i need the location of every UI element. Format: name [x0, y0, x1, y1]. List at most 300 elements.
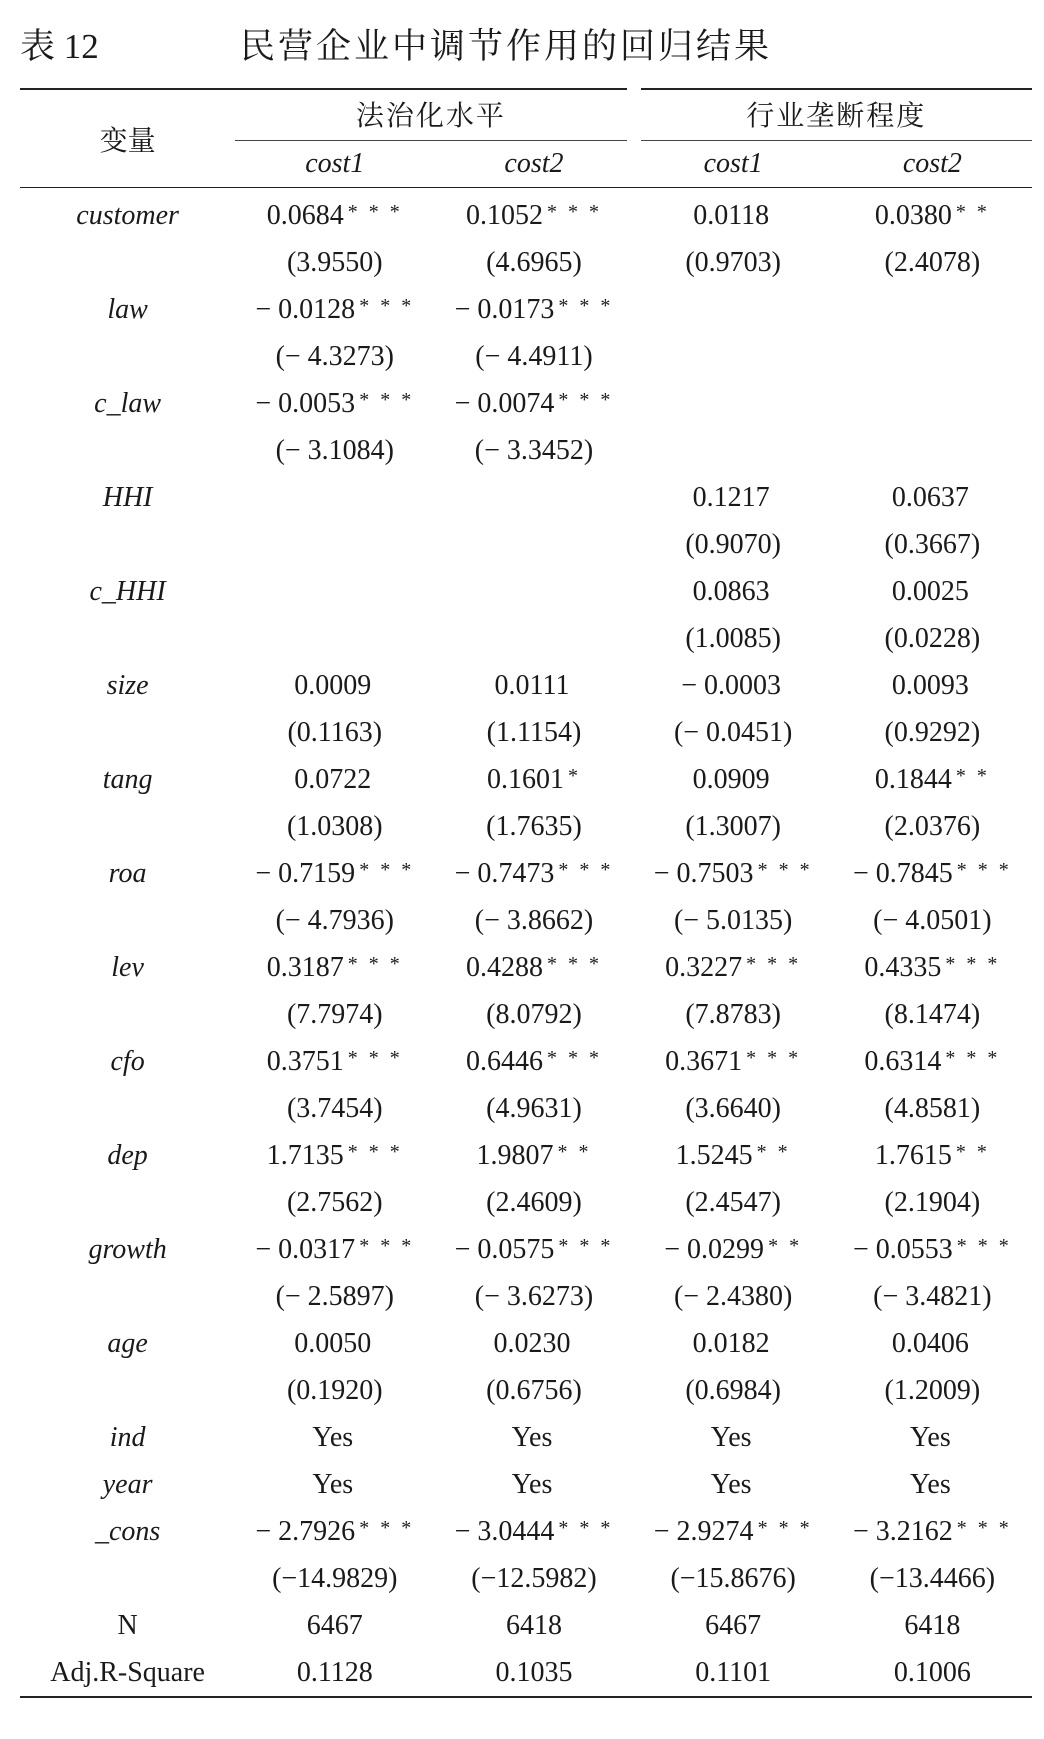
variable-name: tang — [102, 763, 153, 795]
t-stat-cell: (2.4609) — [486, 1186, 582, 1218]
significance-stars: * * * — [945, 952, 1001, 975]
significance-stars: * * * — [347, 952, 403, 975]
significance-stars — [532, 483, 536, 505]
coefficient-cell — [434, 662, 633, 709]
table-title: 民营企业中调节作用的回归结果 — [240, 27, 773, 66]
coefficient-cell — [833, 380, 1032, 427]
significance-stars: * * * — [558, 294, 614, 317]
blank-cell — [20, 1367, 235, 1414]
coefficient-value: − 0.7159 — [255, 857, 356, 889]
t-stat-cell: (− 0.0451) — [673, 716, 793, 748]
coefficient-value: Yes — [312, 1421, 354, 1453]
coefficient-cell — [434, 1461, 633, 1508]
summary-value: 0.1101 — [695, 1656, 772, 1688]
coefficient-cell — [833, 474, 1032, 521]
t-stat-cell: (0.6984) — [685, 1374, 781, 1406]
variable-header: 变量 — [20, 89, 235, 188]
table-row — [20, 662, 1032, 709]
significance-stars: * * * — [546, 952, 602, 975]
table-row — [20, 568, 1032, 615]
t-stat-cell: (3.7454) — [286, 1092, 383, 1124]
coefficient-value: Yes — [910, 1468, 951, 1500]
t-stat-cell: (− 3.4821) — [873, 1280, 992, 1312]
t-stat-cell: (0.9703) — [685, 246, 781, 278]
table-row — [20, 188, 1032, 240]
significance-stars — [371, 765, 375, 787]
significance-stars — [770, 483, 774, 505]
variable-name: dep — [107, 1139, 148, 1171]
t-stat-row — [20, 1179, 1032, 1226]
coefficient-cell — [434, 568, 633, 615]
blank-cell — [20, 615, 235, 662]
t-stat-cell: (4.8581) — [884, 1092, 981, 1124]
coefficient-cell — [833, 1038, 1032, 1085]
coefficient-value: − 0.7503 — [653, 857, 754, 889]
coefficient-value: 0.6446 — [465, 1045, 543, 1077]
coefficient-value: 0.0406 — [891, 1327, 969, 1359]
significance-stars — [770, 765, 774, 787]
coefficient-value: 1.5245 — [675, 1139, 753, 1171]
significance-stars — [731, 295, 735, 317]
coefficient-cell — [235, 1038, 434, 1085]
coefficient-cell — [434, 1226, 633, 1273]
t-stat-cell: (−13.4466) — [869, 1562, 996, 1594]
blank-cell — [20, 803, 235, 850]
coefficient-cell — [434, 286, 633, 333]
coefficient-cell — [833, 1461, 1032, 1508]
coefficient-cell — [235, 1461, 434, 1508]
significance-stars: * * — [756, 1140, 791, 1163]
coefficient-cell — [634, 188, 833, 240]
t-stat-cell: (0.1163) — [287, 716, 383, 748]
coefficient-cell — [235, 380, 434, 427]
table-row — [20, 474, 1032, 521]
coefficient-value: 1.9807 — [476, 1139, 554, 1171]
t-stat-cell: (− 3.3452) — [474, 434, 594, 466]
coefficient-value: − 0.7473 — [454, 857, 555, 889]
coefficient-cell — [235, 286, 434, 333]
column-header: cost2 — [504, 148, 564, 179]
group-header-law: 法治化水平 — [235, 89, 633, 141]
significance-stars: * * * — [746, 952, 802, 975]
t-stat-cell: (7.7974) — [286, 998, 383, 1030]
coefficient-cell — [235, 188, 434, 240]
significance-stars: * * * — [359, 1516, 415, 1539]
t-stat-row — [20, 991, 1032, 1038]
summary-value: 0.1035 — [495, 1656, 573, 1688]
coefficient-value: − 2.9274 — [653, 1515, 754, 1547]
summary-row — [20, 1602, 1032, 1649]
coefficient-cell — [434, 1038, 633, 1085]
significance-stars — [532, 577, 536, 599]
variable-name: customer — [76, 199, 179, 231]
coefficient-value: 0.4335 — [864, 951, 942, 983]
coefficient-cell — [833, 850, 1032, 897]
coefficient-cell — [235, 1414, 434, 1461]
significance-stars — [731, 389, 735, 411]
t-stat-cell: (7.8783) — [685, 998, 781, 1030]
significance-stars: * * * — [558, 388, 614, 411]
coefficient-cell — [235, 1226, 434, 1273]
t-stat-row — [20, 427, 1032, 474]
coefficient-cell — [235, 1320, 434, 1367]
blank-cell — [20, 1085, 235, 1132]
t-stat-cell: (2.4547) — [685, 1186, 781, 1218]
blank-cell — [20, 521, 235, 568]
significance-stars — [930, 389, 934, 411]
coefficient-value: 0.0863 — [692, 575, 770, 607]
t-stat-cell: (−14.9829) — [272, 1562, 398, 1594]
coefficient-cell — [833, 1132, 1032, 1179]
significance-stars: * — [567, 764, 581, 787]
coefficient-cell — [634, 1320, 833, 1367]
significance-stars — [969, 671, 973, 693]
coefficient-cell — [434, 1508, 633, 1555]
t-stat-cell: (− 4.0501) — [873, 904, 992, 936]
significance-stars — [353, 1470, 357, 1492]
t-stat-cell: (− 3.8662) — [474, 904, 594, 936]
significance-stars — [333, 483, 337, 505]
t-stat-cell: (4.9631) — [486, 1092, 582, 1124]
coefficient-value: − 0.0074 — [454, 387, 555, 419]
coefficient-value: 0.0111 — [494, 669, 570, 701]
summary-value: 6418 — [505, 1609, 562, 1641]
table-caption — [20, 14, 772, 74]
coefficient-value: 0.1844 — [874, 763, 952, 795]
significance-stars — [353, 1423, 357, 1445]
summary-value: 6418 — [904, 1609, 961, 1641]
t-stat-cell — [634, 333, 833, 380]
t-stat-row — [20, 239, 1032, 286]
t-stat-cell: (2.4078) — [884, 246, 981, 278]
coefficient-cell — [634, 850, 833, 897]
t-stat-row — [20, 1273, 1032, 1320]
significance-stars: * * * — [359, 1234, 415, 1257]
significance-stars — [752, 1423, 756, 1445]
t-stat-cell: (8.1474) — [884, 998, 981, 1030]
summary-value: 0.1006 — [893, 1656, 971, 1688]
coefficient-value: − 0.0053 — [255, 387, 356, 419]
variable-name: growth — [88, 1233, 167, 1265]
significance-stars: * * * — [757, 858, 813, 881]
coefficient-value: 1.7615 — [874, 1139, 952, 1171]
variable-name: roa — [108, 857, 147, 889]
significance-stars — [770, 577, 774, 599]
coefficient-cell — [634, 1414, 833, 1461]
t-stat-row — [20, 615, 1032, 662]
t-stat-cell: (0.9070) — [685, 528, 781, 560]
coefficient-value: Yes — [511, 1468, 553, 1500]
coefficient-cell — [634, 1132, 833, 1179]
t-stat-cell: (−15.8676) — [670, 1562, 796, 1594]
coefficient-cell — [634, 1226, 833, 1273]
t-stat-cell: (1.3007) — [685, 810, 781, 842]
variable-name: HHI — [102, 481, 153, 513]
significance-stars — [969, 1329, 973, 1351]
coefficient-cell — [434, 474, 633, 521]
coefficient-cell — [634, 1038, 833, 1085]
t-stat-row — [20, 521, 1032, 568]
coefficient-value: 0.1601 — [486, 763, 564, 795]
coefficient-cell — [634, 474, 833, 521]
t-stat-row — [20, 1367, 1032, 1414]
table-row — [20, 756, 1032, 803]
coefficient-value: Yes — [511, 1421, 553, 1453]
t-stat-cell: (1.0085) — [685, 622, 781, 654]
blank-cell — [20, 427, 235, 474]
coefficient-value: 0.4288 — [465, 951, 543, 983]
significance-stars — [752, 1470, 756, 1492]
significance-stars: * * * — [558, 1516, 614, 1539]
t-stat-cell: (− 3.1084) — [275, 434, 395, 466]
t-stat-cell: (0.6756) — [486, 1374, 582, 1406]
coefficient-cell — [235, 1132, 434, 1179]
coefficient-value: 0.0380 — [874, 199, 952, 231]
coefficient-cell — [833, 756, 1032, 803]
coefficient-value: − 0.0575 — [454, 1233, 555, 1265]
significance-stars: * * * — [347, 200, 403, 223]
t-stat-row — [20, 803, 1032, 850]
coefficient-cell — [634, 568, 833, 615]
variable-name: _cons — [94, 1515, 161, 1547]
summary-label: Adj.R-Square — [50, 1656, 205, 1688]
coefficient-cell — [235, 944, 434, 991]
regression-table — [20, 88, 1032, 1698]
coefficient-cell — [434, 756, 633, 803]
coefficient-cell — [235, 662, 434, 709]
t-stat-cell: (0.9292) — [884, 716, 981, 748]
significance-stars: * * * — [347, 1046, 403, 1069]
summary-value: 0.1128 — [296, 1656, 373, 1688]
t-stat-cell: (0.0228) — [884, 622, 981, 654]
coefficient-cell — [434, 188, 633, 240]
coefficient-cell — [833, 286, 1032, 333]
significance-stars: * * — [955, 1140, 990, 1163]
summary-label: N — [117, 1609, 138, 1641]
t-stat-cell: (− 2.5897) — [275, 1280, 395, 1312]
variable-name: year — [102, 1468, 153, 1500]
significance-stars: * * * — [956, 1234, 1012, 1257]
table-row — [20, 1132, 1032, 1179]
coefficient-value: 0.3671 — [665, 1045, 743, 1077]
column-header: cost2 — [902, 148, 962, 179]
coefficient-value: 0.3751 — [266, 1045, 344, 1077]
t-stat-cell: (− 3.6273) — [474, 1280, 594, 1312]
table-row — [20, 1320, 1032, 1367]
coefficient-cell — [833, 188, 1032, 240]
significance-stars: * * * — [757, 1516, 813, 1539]
significance-stars: * * — [955, 764, 990, 787]
blank-cell — [20, 1555, 235, 1602]
t-stat-cell: (2.1904) — [884, 1186, 981, 1218]
t-stat-cell: (3.9550) — [286, 246, 383, 278]
significance-stars — [951, 1423, 955, 1445]
coefficient-value: Yes — [910, 1421, 951, 1453]
significance-stars — [781, 671, 785, 693]
coefficient-cell — [235, 1508, 434, 1555]
coefficient-value: 0.3187 — [266, 951, 344, 983]
significance-stars — [769, 201, 773, 223]
column-header: cost1 — [703, 148, 763, 179]
significance-stars — [569, 671, 573, 693]
significance-stars — [371, 1329, 375, 1351]
coefficient-cell — [235, 474, 434, 521]
coefficient-value: − 0.0317 — [255, 1233, 356, 1265]
t-stat-cell: (2.7562) — [286, 1186, 383, 1218]
coefficient-value: − 2.7926 — [255, 1515, 356, 1547]
summary-row — [20, 1649, 1032, 1697]
t-stat-cell: (8.0792) — [486, 998, 582, 1030]
coefficient-value: 0.0684 — [266, 199, 344, 231]
table-row — [20, 944, 1032, 991]
coefficient-cell — [434, 380, 633, 427]
coefficient-value: − 0.0003 — [681, 669, 782, 701]
t-stat-row — [20, 333, 1032, 380]
significance-stars — [969, 577, 973, 599]
coefficient-value: 0.6314 — [864, 1045, 942, 1077]
table-row — [20, 1038, 1032, 1085]
coefficient-value: 0.0230 — [493, 1327, 571, 1359]
t-stat-cell: (1.0308) — [286, 810, 383, 842]
blank-cell — [20, 1273, 235, 1320]
blank-cell — [20, 897, 235, 944]
t-stat-cell — [833, 333, 1032, 380]
t-stat-cell: (− 4.4911) — [475, 340, 593, 372]
blank-cell — [20, 1179, 235, 1226]
coefficient-cell — [634, 756, 833, 803]
t-stat-cell — [434, 521, 633, 568]
coefficient-value: 0.0182 — [692, 1327, 770, 1359]
significance-stars: * * — [955, 200, 990, 223]
significance-stars — [930, 295, 934, 317]
coefficient-cell — [833, 944, 1032, 991]
coefficient-cell — [235, 568, 434, 615]
variable-name: cfo — [110, 1045, 145, 1077]
significance-stars — [371, 671, 375, 693]
coefficient-value: − 0.0173 — [454, 293, 555, 325]
coefficient-cell — [833, 1320, 1032, 1367]
coefficient-cell — [634, 1461, 833, 1508]
significance-stars: * * * — [359, 294, 415, 317]
column-header: cost1 — [305, 148, 365, 179]
variable-name: law — [107, 293, 148, 325]
t-stat-cell: (− 2.4380) — [673, 1280, 793, 1312]
significance-stars — [333, 577, 337, 599]
significance-stars: * * * — [558, 858, 614, 881]
coefficient-cell — [434, 850, 633, 897]
coefficient-cell — [235, 850, 434, 897]
significance-stars: * * * — [945, 1046, 1001, 1069]
t-stat-cell: (1.7635) — [486, 810, 582, 842]
significance-stars: * * * — [347, 1140, 403, 1163]
t-stat-cell: (− 5.0135) — [673, 904, 793, 936]
group-header-hhi: 行业垄断程度 — [634, 89, 1032, 141]
table-row — [20, 1461, 1032, 1508]
table-row — [20, 1226, 1032, 1273]
blank-cell — [20, 239, 235, 286]
significance-stars — [570, 1329, 574, 1351]
t-stat-cell — [833, 427, 1032, 474]
variable-name: ind — [109, 1421, 146, 1453]
t-stat-cell: (2.0376) — [884, 810, 981, 842]
coefficient-cell — [434, 944, 633, 991]
variable-name: age — [107, 1327, 148, 1359]
coefficient-value: 0.1052 — [465, 199, 543, 231]
coefficient-cell — [434, 1414, 633, 1461]
significance-stars: * * * — [746, 1046, 802, 1069]
t-stat-cell — [235, 521, 434, 568]
coefficient-cell — [634, 662, 833, 709]
table-row — [20, 380, 1032, 427]
coefficient-value: 1.7135 — [266, 1139, 344, 1171]
significance-stars — [552, 1423, 556, 1445]
coefficient-value: 0.0050 — [294, 1327, 372, 1359]
table-number: 表 12 — [20, 27, 99, 66]
t-stat-cell: (3.6640) — [685, 1092, 781, 1124]
significance-stars: * * — [557, 1140, 592, 1163]
blank-cell — [20, 333, 235, 380]
variable-name: lev — [111, 951, 144, 983]
coefficient-value: − 0.7845 — [852, 857, 953, 889]
coefficient-cell — [634, 380, 833, 427]
variable-name: c_law — [94, 387, 162, 419]
coefficient-value: Yes — [312, 1468, 354, 1500]
table-row — [20, 850, 1032, 897]
significance-stars: * * — [768, 1234, 803, 1257]
significance-stars — [552, 1470, 556, 1492]
coefficient-cell — [235, 756, 434, 803]
coefficient-value: 0.3227 — [665, 951, 743, 983]
coefficient-cell — [833, 1226, 1032, 1273]
t-stat-cell: (−12.5982) — [471, 1562, 597, 1594]
summary-value: 6467 — [306, 1609, 363, 1641]
t-stat-cell — [634, 427, 833, 474]
significance-stars — [951, 1470, 955, 1492]
t-stat-cell: (1.1154) — [486, 716, 582, 748]
coefficient-cell — [833, 1508, 1032, 1555]
table-body — [20, 188, 1032, 1698]
significance-stars — [770, 1329, 774, 1351]
coefficient-value: 0.0009 — [294, 669, 372, 701]
coefficient-value: 0.0722 — [294, 763, 372, 795]
table-row — [20, 1508, 1032, 1555]
significance-stars: * * * — [359, 388, 415, 411]
coefficient-value: − 3.2162 — [852, 1515, 953, 1547]
variable-name: size — [106, 669, 149, 701]
significance-stars: * * * — [956, 858, 1012, 881]
t-stat-cell: (0.3667) — [884, 528, 981, 560]
table-row — [20, 286, 1032, 333]
significance-stars — [969, 483, 973, 505]
t-stat-cell — [235, 615, 434, 662]
t-stat-cell: (0.1920) — [286, 1374, 383, 1406]
variable-name: c_HHI — [89, 575, 166, 607]
table-row — [20, 1414, 1032, 1461]
t-stat-cell: (− 4.7936) — [275, 904, 395, 936]
coefficient-cell — [833, 568, 1032, 615]
coefficient-cell — [634, 944, 833, 991]
coefficient-value: − 0.0128 — [255, 293, 356, 325]
coefficient-value: Yes — [710, 1468, 752, 1500]
significance-stars: * * * — [956, 1516, 1012, 1539]
coefficient-value: − 3.0444 — [454, 1515, 555, 1547]
t-stat-cell: (4.6965) — [486, 246, 582, 278]
t-stat-row — [20, 897, 1032, 944]
t-stat-row — [20, 709, 1032, 756]
t-stat-row — [20, 1555, 1032, 1602]
t-stat-cell: (− 4.3273) — [275, 340, 395, 372]
coefficient-cell — [434, 1320, 633, 1367]
